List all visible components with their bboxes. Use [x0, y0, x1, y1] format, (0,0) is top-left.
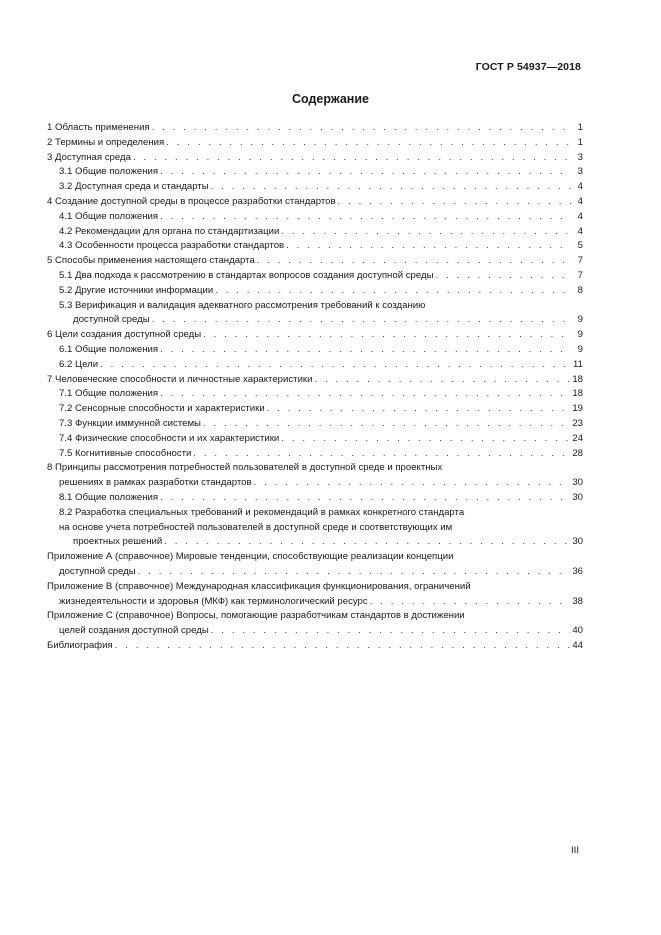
toc-dot-leader — [254, 476, 571, 491]
toc-dot-leader — [211, 624, 571, 639]
toc-entry-text: 3.1 Общие положения — [59, 166, 159, 178]
toc-dot-leader — [215, 284, 571, 299]
toc-entry-text: 8 Принципы рассмотрения потребностей пользователей в доступной среде и проектных — [47, 462, 443, 474]
toc-entry-text: 5.2 Другие источники информации — [59, 284, 214, 296]
toc-page-number: 19 — [572, 403, 583, 415]
toc-entry-text: 7.4 Физические способности и их характеристики — [59, 432, 280, 444]
toc-entry[interactable] — [47, 491, 583, 506]
toc-page-number: 8 — [577, 284, 583, 296]
toc-page-number: 30 — [572, 491, 583, 503]
toc-dot-leader — [203, 328, 571, 343]
toc-page-number: 24 — [572, 432, 583, 444]
toc-entry-text: проектных решений — [73, 536, 163, 548]
toc-entry-text: 6 Цели создания доступной среды — [47, 329, 202, 341]
toc-entry[interactable] — [47, 254, 583, 269]
toc-entry-text: Библиография — [47, 639, 113, 651]
toc-entry-text: решениях в рамках разработки стандартов — [59, 477, 252, 489]
toc-dot-leader — [100, 358, 571, 373]
toc-entry[interactable] — [47, 239, 583, 254]
toc-dot-leader — [211, 180, 571, 195]
toc-entry[interactable] — [47, 165, 583, 180]
toc-page-number: 9 — [577, 329, 583, 341]
toc-dot-leader — [257, 254, 571, 269]
toc-page-number: 30 — [572, 536, 583, 548]
toc-entry[interactable] — [47, 639, 583, 654]
document-code: ГОСТ Р 54937—2018 — [475, 61, 581, 73]
toc-entry[interactable] — [47, 328, 583, 343]
toc-entry-text: 7.5 Когнитивные способности — [59, 447, 192, 459]
toc-entry[interactable] — [47, 373, 583, 388]
toc-dot-leader — [281, 225, 571, 240]
toc-dot-leader — [115, 639, 571, 654]
toc-dot-leader — [133, 151, 571, 166]
toc-entry-text: 5.1 Два подхода к рассмотрению в стандартах вопросов создания доступной среды — [59, 269, 434, 281]
toc-page-number: 4 — [577, 225, 583, 237]
toc-entry[interactable] — [47, 343, 583, 358]
toc-entry-text: 7.1 Общие положения — [59, 388, 159, 400]
toc-entry-text: жизнедеятельности и здоровья (МКФ) как терминологический ресурс — [59, 595, 368, 607]
toc-dot-leader — [160, 210, 571, 225]
toc-entry-text: доступной среды — [59, 565, 136, 577]
toc-dot-leader — [203, 417, 570, 432]
toc-entry[interactable] — [47, 417, 583, 432]
toc-dot-leader — [160, 165, 571, 180]
toc-entry[interactable] — [47, 180, 583, 195]
toc-dot-leader — [164, 535, 570, 550]
toc-page-number: 18 — [572, 388, 583, 400]
toc-entry-text: Приложение С (справочное) Вопросы, помогающие разработчикам стандартов в достижении — [47, 610, 465, 622]
toc-dot-leader — [193, 447, 570, 462]
toc-entry[interactable] — [47, 299, 583, 329]
toc-entry-text: 4.3 Особенности процесса разработки стандартов — [59, 240, 285, 252]
toc-entry-text: 4.2 Рекомендации для органа по стандартизации — [59, 225, 280, 237]
toc-dot-leader — [152, 121, 571, 136]
toc-entry[interactable] — [47, 402, 583, 417]
toc-entry[interactable] — [47, 136, 583, 151]
toc-page-number: 40 — [572, 625, 583, 637]
page-number: III — [571, 845, 579, 856]
toc-page-number: 23 — [572, 417, 583, 429]
toc-entry[interactable] — [47, 461, 583, 491]
toc-entry[interactable] — [47, 195, 583, 210]
toc-dot-leader — [281, 432, 570, 447]
toc-entry-text: 6.2 Цели — [59, 358, 99, 370]
toc-entry[interactable] — [47, 225, 583, 240]
toc-page-number: 1 — [577, 136, 583, 148]
toc-page-number: 11 — [573, 358, 583, 370]
toc-entry-text: 2 Термины и определения — [47, 136, 165, 148]
toc-page-number: 7 — [577, 255, 583, 267]
toc-entry-text: 7.3 Функции иммунной системы — [59, 417, 201, 429]
toc-dot-leader — [370, 595, 571, 610]
toc-page-number: 30 — [572, 477, 583, 489]
toc-dot-leader — [160, 343, 571, 358]
toc-entry-text: 5.3 Верификация и валидация адекватного рассмотрения требований к созданию — [59, 299, 426, 311]
toc-entry[interactable] — [47, 580, 583, 610]
toc-entry[interactable] — [47, 387, 583, 402]
toc-title: Содержание — [291, 92, 369, 106]
toc-entry[interactable] — [47, 447, 583, 462]
toc-page-number: 5 — [577, 240, 583, 252]
toc-entry[interactable] — [47, 121, 583, 136]
toc-entry[interactable] — [47, 284, 583, 299]
toc-entry-text: Приложение А (справочное) Мировые тенденции, способствующие реализации концепции — [47, 551, 454, 563]
toc-dot-leader — [314, 373, 570, 388]
toc-dot-leader — [138, 565, 571, 580]
toc-entry-text: 4 Создание доступной среды в процессе разработки стандартов — [47, 195, 336, 207]
toc-page-number: 28 — [572, 447, 583, 459]
toc-page-number: 18 — [572, 373, 583, 385]
toc-page-number: 36 — [572, 565, 583, 577]
toc-page-number: 9 — [577, 343, 583, 355]
toc-dot-leader — [338, 195, 571, 210]
toc-entry[interactable] — [47, 506, 583, 550]
toc-page-number: 4 — [577, 210, 583, 222]
toc-entry[interactable] — [47, 358, 583, 373]
toc-page-number: 3 — [577, 151, 583, 163]
toc-entry-text: 3.2 Доступная среда и стандарты — [59, 181, 209, 193]
toc-page-number: 1 — [577, 122, 583, 133]
toc-entry-text: 7 Человеческие способности и личностные характеристики — [47, 373, 313, 385]
toc-entry-text: доступной среды — [73, 314, 150, 326]
toc-entry-text: 7.2 Сенсорные способности и характеристики — [59, 403, 265, 415]
table-of-contents — [47, 121, 583, 654]
toc-entry[interactable] — [47, 151, 583, 166]
toc-dot-leader — [435, 269, 571, 284]
toc-entry[interactable] — [47, 550, 583, 580]
toc-page-number: 9 — [577, 314, 583, 326]
toc-page-number: 4 — [577, 181, 583, 193]
toc-page-number: 4 — [577, 195, 583, 207]
toc-page-number: 38 — [572, 595, 583, 607]
toc-entry[interactable] — [47, 210, 583, 225]
toc-entry-text: 4.1 Общие положения — [59, 210, 159, 222]
toc-entry-text: 8.2 Разработка специальных требований и рекомендаций в рамках конкретного стандарта — [59, 506, 465, 518]
toc-entry[interactable] — [47, 432, 583, 447]
toc-page-number: 44 — [572, 639, 583, 651]
toc-entry-text: целей создания доступной среды — [59, 625, 209, 637]
toc-dot-leader — [152, 313, 571, 328]
toc-entry-text: 8.1 Общие положения — [59, 491, 159, 503]
toc-dot-leader — [267, 402, 571, 417]
toc-entry[interactable] — [47, 609, 583, 639]
toc-dot-leader — [286, 239, 571, 254]
toc-entry-text: 5 Способы применения настоящего стандарта — [47, 255, 255, 267]
toc-entry-text: Приложение В (справочное) Международная классификация функционирования, ограничений — [47, 580, 471, 592]
toc-page-number: 3 — [577, 166, 583, 178]
toc-entry-text: на основе учета потребностей пользователей в доступной среде и соответствующих им — [59, 521, 453, 533]
toc-entry[interactable] — [47, 269, 583, 284]
toc-dot-leader — [160, 387, 570, 402]
toc-dot-leader — [166, 136, 571, 151]
toc-entry-text: 3 Доступная среда — [47, 151, 131, 163]
toc-entry-text: 6.1 Общие положения — [59, 343, 159, 355]
toc-dot-leader — [160, 491, 570, 506]
toc-entry-text: 1 Область применения — [47, 122, 150, 133]
toc-page-number: 7 — [577, 269, 583, 281]
